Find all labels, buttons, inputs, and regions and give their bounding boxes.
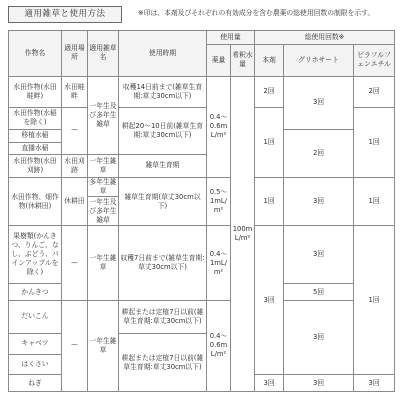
count-cell: 2回 — [284, 130, 354, 178]
timing-cell: 耕起または定植7日以前(雑草生育期:草丈30cm以下) — [119, 334, 207, 392]
header-timing: 使用時期 — [119, 31, 207, 77]
header-pyra: ピラフルフェンエチル — [354, 45, 395, 76]
count-cell: 1回 — [354, 107, 395, 177]
count-cell: 3回 — [284, 375, 354, 392]
amount-cell: 0.5〜1mL/m² — [207, 177, 231, 226]
crop-cell: 水田作物(水田畦畔) — [9, 76, 62, 107]
weed-cell: 一年生及び多年生雑草 — [89, 197, 117, 224]
timing-cell: 収穫7日前まで(雑草生育期:草丈30cm以下) — [119, 226, 207, 300]
amount-cell: 0.4〜1mL/m² — [207, 226, 231, 300]
header-chemical: 薬量 — [207, 45, 231, 76]
header-weed: 適用雑草名 — [88, 31, 119, 77]
count-cell: 3回 — [284, 226, 354, 284]
header-site: 適用場所 — [62, 31, 88, 77]
count-cell: 3回 — [255, 375, 284, 392]
timing-cell: 雑草生育期 — [119, 155, 207, 178]
count-cell: 3回 — [284, 76, 354, 130]
count-cell: 3回 — [284, 300, 354, 374]
crop-cell: 水田作物(水稲を除く) — [9, 107, 62, 130]
timing-cell: 耕起20〜10日前(雑草生育期:草丈30cm以下) — [119, 107, 207, 155]
count-cell: 3回 — [354, 375, 395, 392]
section-title: 適用雑草と使用方法 — [8, 6, 122, 23]
count-cell: 1回 — [354, 177, 395, 226]
water-cell: 100mL/m² — [231, 76, 255, 392]
site-cell: 水田刈跡 — [62, 155, 88, 178]
weed-cell: 一年生雑草 — [88, 155, 119, 178]
count-cell: 1回 — [354, 226, 395, 375]
header-total: 総使用回数※ — [255, 31, 395, 45]
count-cell: 2回 — [255, 76, 284, 107]
crop-cell: 移植水稲 — [9, 130, 62, 142]
crop-cell: 直播水稲 — [9, 142, 62, 154]
crop-cell: かんきつ — [9, 284, 62, 301]
header-water: 希釈水量 — [231, 45, 255, 76]
crop-cell: ねぎ — [9, 375, 62, 392]
crop-cell: 水田作物(水田刈跡) — [9, 155, 62, 178]
count-cell: 3回 — [284, 177, 354, 226]
header-this: 本剤 — [255, 45, 284, 76]
amount-cell: 0.4〜0.6mL/m² — [207, 76, 231, 177]
count-cell: 1回 — [255, 107, 284, 177]
site-cell: 休耕田 — [62, 177, 88, 226]
site-cell: — — [62, 107, 88, 155]
count-cell: 3回 — [255, 226, 284, 375]
usage-table — [8, 30, 395, 392]
header-gly: グリホサート — [284, 45, 354, 76]
usage-note: ※印は、本剤及びそれぞれの有効成分を含む農薬の総使用回数の制限を示す。 — [138, 9, 375, 17]
weed-cell: 多年生雑草 — [89, 178, 117, 196]
site-cell: — — [62, 300, 88, 391]
crop-cell: キャベツ — [9, 334, 62, 355]
amount-cell: 0.4〜0.6mL/m² — [207, 300, 231, 391]
weed-cell: 一年生雑草 — [88, 226, 119, 300]
count-cell: 2回 — [354, 76, 395, 107]
timing-cell: 雑草生育期(草丈30cm以下) — [119, 177, 207, 226]
weed-cell: 一年生及び多年生雑草 — [88, 76, 119, 155]
timing-cell: 耕起または定植7日以前(雑草生育期:草丈30cm以下) — [119, 300, 207, 333]
count-cell: 1回 — [255, 177, 284, 226]
timing-cell: 収穫14日前まで(雑草生育期:草丈30cm以下) — [119, 76, 207, 107]
crop-cell: だいこん — [9, 300, 62, 333]
page-header — [8, 6, 394, 24]
site-cell: — — [62, 226, 88, 300]
site-cell: 水田畦畔 — [62, 76, 88, 107]
weed-cell: 一年生雑草 — [88, 300, 119, 391]
header-amount: 使用量 — [207, 31, 255, 45]
header-crop: 作物名 — [9, 31, 62, 77]
crop-cell: はくさい — [9, 354, 62, 375]
count-cell: 5回 — [284, 284, 354, 301]
crop-cell: 水田作物、畑作物(休耕田) — [9, 177, 62, 226]
crop-cell: 果樹類(かんきつ、りんご、なし、ぶどう、パインアップルを除く) — [9, 226, 62, 284]
